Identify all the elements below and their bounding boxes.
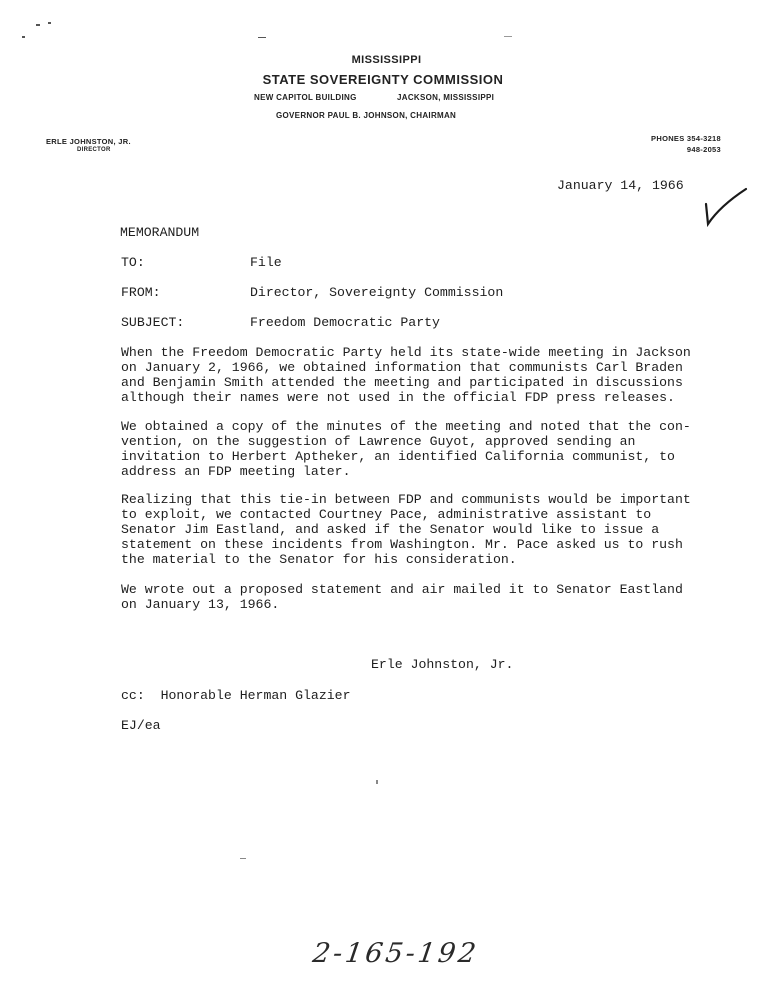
subject-label: SUBJECT: <box>121 315 185 330</box>
paragraph-line: When the Freedom Democratic Party held its state-wide meeting in Jackson <box>121 345 691 360</box>
paragraph-line: on January 13, 1966. <box>121 597 280 612</box>
paragraph-line: although their names were not used in the official FDP press releases. <box>121 390 675 405</box>
letterhead-chairman: GOVERNOR PAUL B. JOHNSON, CHAIRMAN <box>276 111 457 120</box>
director-name: ERLE JOHNSTON, JR. <box>46 137 131 146</box>
paragraph-line: statement on these incidents from Washington. Mr. Pace asked us to rush <box>121 537 683 552</box>
paragraph-line: to exploit, we contacted Courtney Pace, administrative assistant to <box>121 507 652 522</box>
archive-number: 2-165-192 <box>310 938 481 969</box>
letterhead-state: MISSISSIPPI <box>351 54 422 66</box>
memo-date: January 14, 1966 <box>557 178 684 193</box>
from-value: Director, Sovereignty Commission <box>250 285 504 300</box>
from-label: FROM: <box>121 285 161 300</box>
cc-line: cc: Honorable Herman Glazier <box>121 688 351 703</box>
memo-paragraph <box>121 582 681 612</box>
paragraph-line: Senator Jim Eastland, and asked if the Senator would like to issue a <box>121 522 660 537</box>
paragraph-line: We wrote out a proposed statement and air mailed it to Senator Eastland <box>121 582 683 597</box>
paragraph-line: vention, on the suggestion of Lawrence Guyot, approved sending an <box>121 434 636 449</box>
scan-speck <box>48 22 51 24</box>
memo-heading: MEMORANDUM <box>120 225 200 240</box>
letterhead-agency: STATE SOVEREIGNTY COMMISSION <box>262 72 504 87</box>
scan-speck <box>504 36 512 37</box>
paragraph-line: on January 2, 1966, we obtained information that communists Carl Braden <box>121 360 683 375</box>
phones-alt: 948-2053 <box>686 145 721 154</box>
phones-primary: PHONES 354-3218 <box>651 134 721 143</box>
scan-speck <box>258 37 266 38</box>
to-value: File <box>250 255 282 270</box>
letterhead-building: NEW CAPITOL BUILDING <box>254 93 357 102</box>
checkmark-icon <box>700 184 750 230</box>
subject-value: Freedom Democratic Party <box>250 315 440 330</box>
scan-speck <box>240 858 246 859</box>
paragraph-line: We obtained a copy of the minutes of the meeting and noted that the con- <box>121 419 691 434</box>
scan-speck <box>36 24 40 26</box>
letterhead-city: JACKSON, MISSISSIPPI <box>397 93 495 102</box>
scan-speck <box>22 36 25 38</box>
paragraph-line: and Benjamin Smith attended the meeting and participated in discussions <box>121 375 683 390</box>
director-title: DIRECTOR <box>77 147 111 153</box>
scan-speck <box>376 780 378 784</box>
paragraph-line: address an FDP meeting later. <box>121 464 351 479</box>
paragraph-line: the material to the Senator for his consideration. <box>121 552 517 567</box>
paragraph-line: Realizing that this tie-in between FDP and communists would be important <box>121 492 691 507</box>
memo-paragraph <box>121 492 691 567</box>
signature: Erle Johnston, Jr. <box>371 657 514 672</box>
paragraph-line: invitation to Herbert Aptheker, an identified California communist, to <box>121 449 675 464</box>
initials: EJ/ea <box>121 718 161 733</box>
memo-paragraph <box>121 345 691 405</box>
to-label: TO: <box>121 255 145 270</box>
memo-paragraph <box>121 419 691 479</box>
